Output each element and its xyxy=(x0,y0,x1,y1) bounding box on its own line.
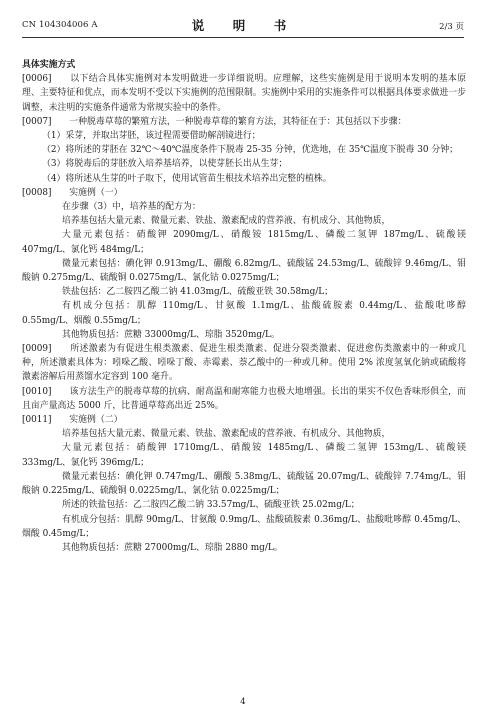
medium-formula-intro: 在步骤（3）中，培养基的配方为： xyxy=(62,202,201,213)
iron-salts-2: 所述的铁盐包括：乙二胺四乙酸二钠 33.57mg/L、硫酸亚铁 25.02mg/L； xyxy=(62,500,360,511)
other-substances-2: 其他物质包括：蔗糖 27000mg/L、琼脂 2880 mg/L。 xyxy=(62,542,283,553)
paragraph-0008: [0008] 实施例（一） xyxy=(22,187,123,198)
step-2: （2）将所述的芽胚在 32℃～40℃温度条件下脱毒 25-35 分钟，优选地，在 35℃温度下脱毒 30 分钟； xyxy=(42,145,458,156)
page-header xyxy=(22,16,464,36)
document-body xyxy=(22,58,466,555)
medium-components-2: 培养基包括大量元素、微量元素、铁盐、激素配成的营养液、有机成分、其他物质， xyxy=(62,429,391,440)
organic-components-2: 有机成分包括：肌醇 90mg/L、甘氨酸 0.9mg/L、盐酸硫胺素 0.36mg/L、盐酸吡哆醇 0.45mg/L、烟酸 0.45mg/L； xyxy=(22,514,466,539)
section-title: 具体实施方式 xyxy=(22,60,76,70)
other-substances-1: 其他物质包括：蔗糖 33000mg/L、琼脂 3520mg/L。 xyxy=(62,329,280,340)
macro-elements-1: 大量元素包括：硝酸钾 2090mg/L、硝酸铵 1815mg/L、磷酸二氢钾 187mg/L、硫酸镁 407mg/L、氯化钙 484mg/L； xyxy=(22,230,466,255)
organic-components-1: 有机成分包括：肌醇 110mg/L、甘氨酸 1.1mg/L、盐酸硫胺素 0.44mg/L、盐酸吡哆醇 0.55mg/L、烟酸 0.55mg/L； xyxy=(22,301,466,326)
header-divider xyxy=(22,37,464,38)
iron-salts-1: 铁盐包括：乙二胺四乙酸二钠 41.03mg/L、硫酸亚铁 30.58mg/L； xyxy=(62,287,334,298)
micro-elements-2: 微量元素包括：碘化钾 0.747mg/L、硼酸 5.38mg/L、硫酸锰 20.07mg/L、硫酸锌 7.74mg/L、钼酸钠 0.225mg/L、硫酸铜 0.0225mg/L、氯化钴 0.0225mg/L； xyxy=(22,471,466,497)
document-title: 说 明 书 xyxy=(191,18,295,33)
step-3: （3）将脱毒后的芽胚放入培养基培养，以使芽胚长出从生芽； xyxy=(42,159,288,170)
paragraph-0006: [0006] 以下结合具体实施例对本发明做进一步详细说明。应理解，这些实施例是用于说明本发明的基本原理、主要特征和优点，而本发明不受以下实施例的范围限制。实施例中采用的实施条件可以根据具体要求做进一步调整，未注明的实施条件通常为常规实验中的条件。 xyxy=(22,74,466,113)
page-indicator: 2/3 页 xyxy=(439,22,464,32)
macro-elements-2: 大量元素包括：硝酸钾 1710mg/L、硝酸铵 1485mg/L、磷酸二氢钾 153mg/L、硫酸镁 333mg/L、氯化钙 396mg/L； xyxy=(22,443,466,468)
step-1: （1）采芽，并取出芽胚，该过程需要借助解剖镜进行； xyxy=(42,131,261,142)
publication-number: CN 104304006 A xyxy=(22,20,98,30)
paragraph-0011: [0011] 实施例（二） xyxy=(22,415,123,426)
step-4: （4）将所述从生芽的叶子取下，使用试管苗生根技术培养出完整的植株。 xyxy=(42,173,332,184)
paragraph-0010: [0010] 该方法生产的脱毒草莓的抗病、耐高温和耐寒能力也极大地增强。长出的果实不仅色香味形俱全，而且亩产量高达 5000 斤，比普通草莓高出近 25%。 xyxy=(22,386,466,411)
page-number: 4 xyxy=(240,697,246,707)
medium-components: 培养基包括大量元素、微量元素、铁盐、激素配成的营养液、有机成分、其他物质， xyxy=(62,216,391,227)
micro-elements-1: 微量元素包括：碘化钾 0.913mg/L、硼酸 6.82mg/L、硫酸锰 24.53mg/L、硫酸锌 9.46mg/L、钼酸钠 0.275mg/L、硫酸铜 0.0275mg/L、氯化钴 0.0275mg/L； xyxy=(22,258,466,284)
paragraph-0007: [0007] 一种脱毒草莓的繁殖方法，一种脱毒草莓的繁育方法，其特征在于：其包括以下步骤： xyxy=(22,116,407,127)
paragraph-0009: [0009] 所述激素为有促进生根类激素、促进生根类激素、促进分裂类激素、促进愈伤类激素中的一种或几种，所述激素具体为：吲哚乙酸、吲哚丁酸、赤霉素、萘乙酸中的一种或几种。使用 2% 浓度氢氧化钠或硫酸将激素溶解后用蒸馏水定容到 100 毫升。 xyxy=(22,344,466,383)
